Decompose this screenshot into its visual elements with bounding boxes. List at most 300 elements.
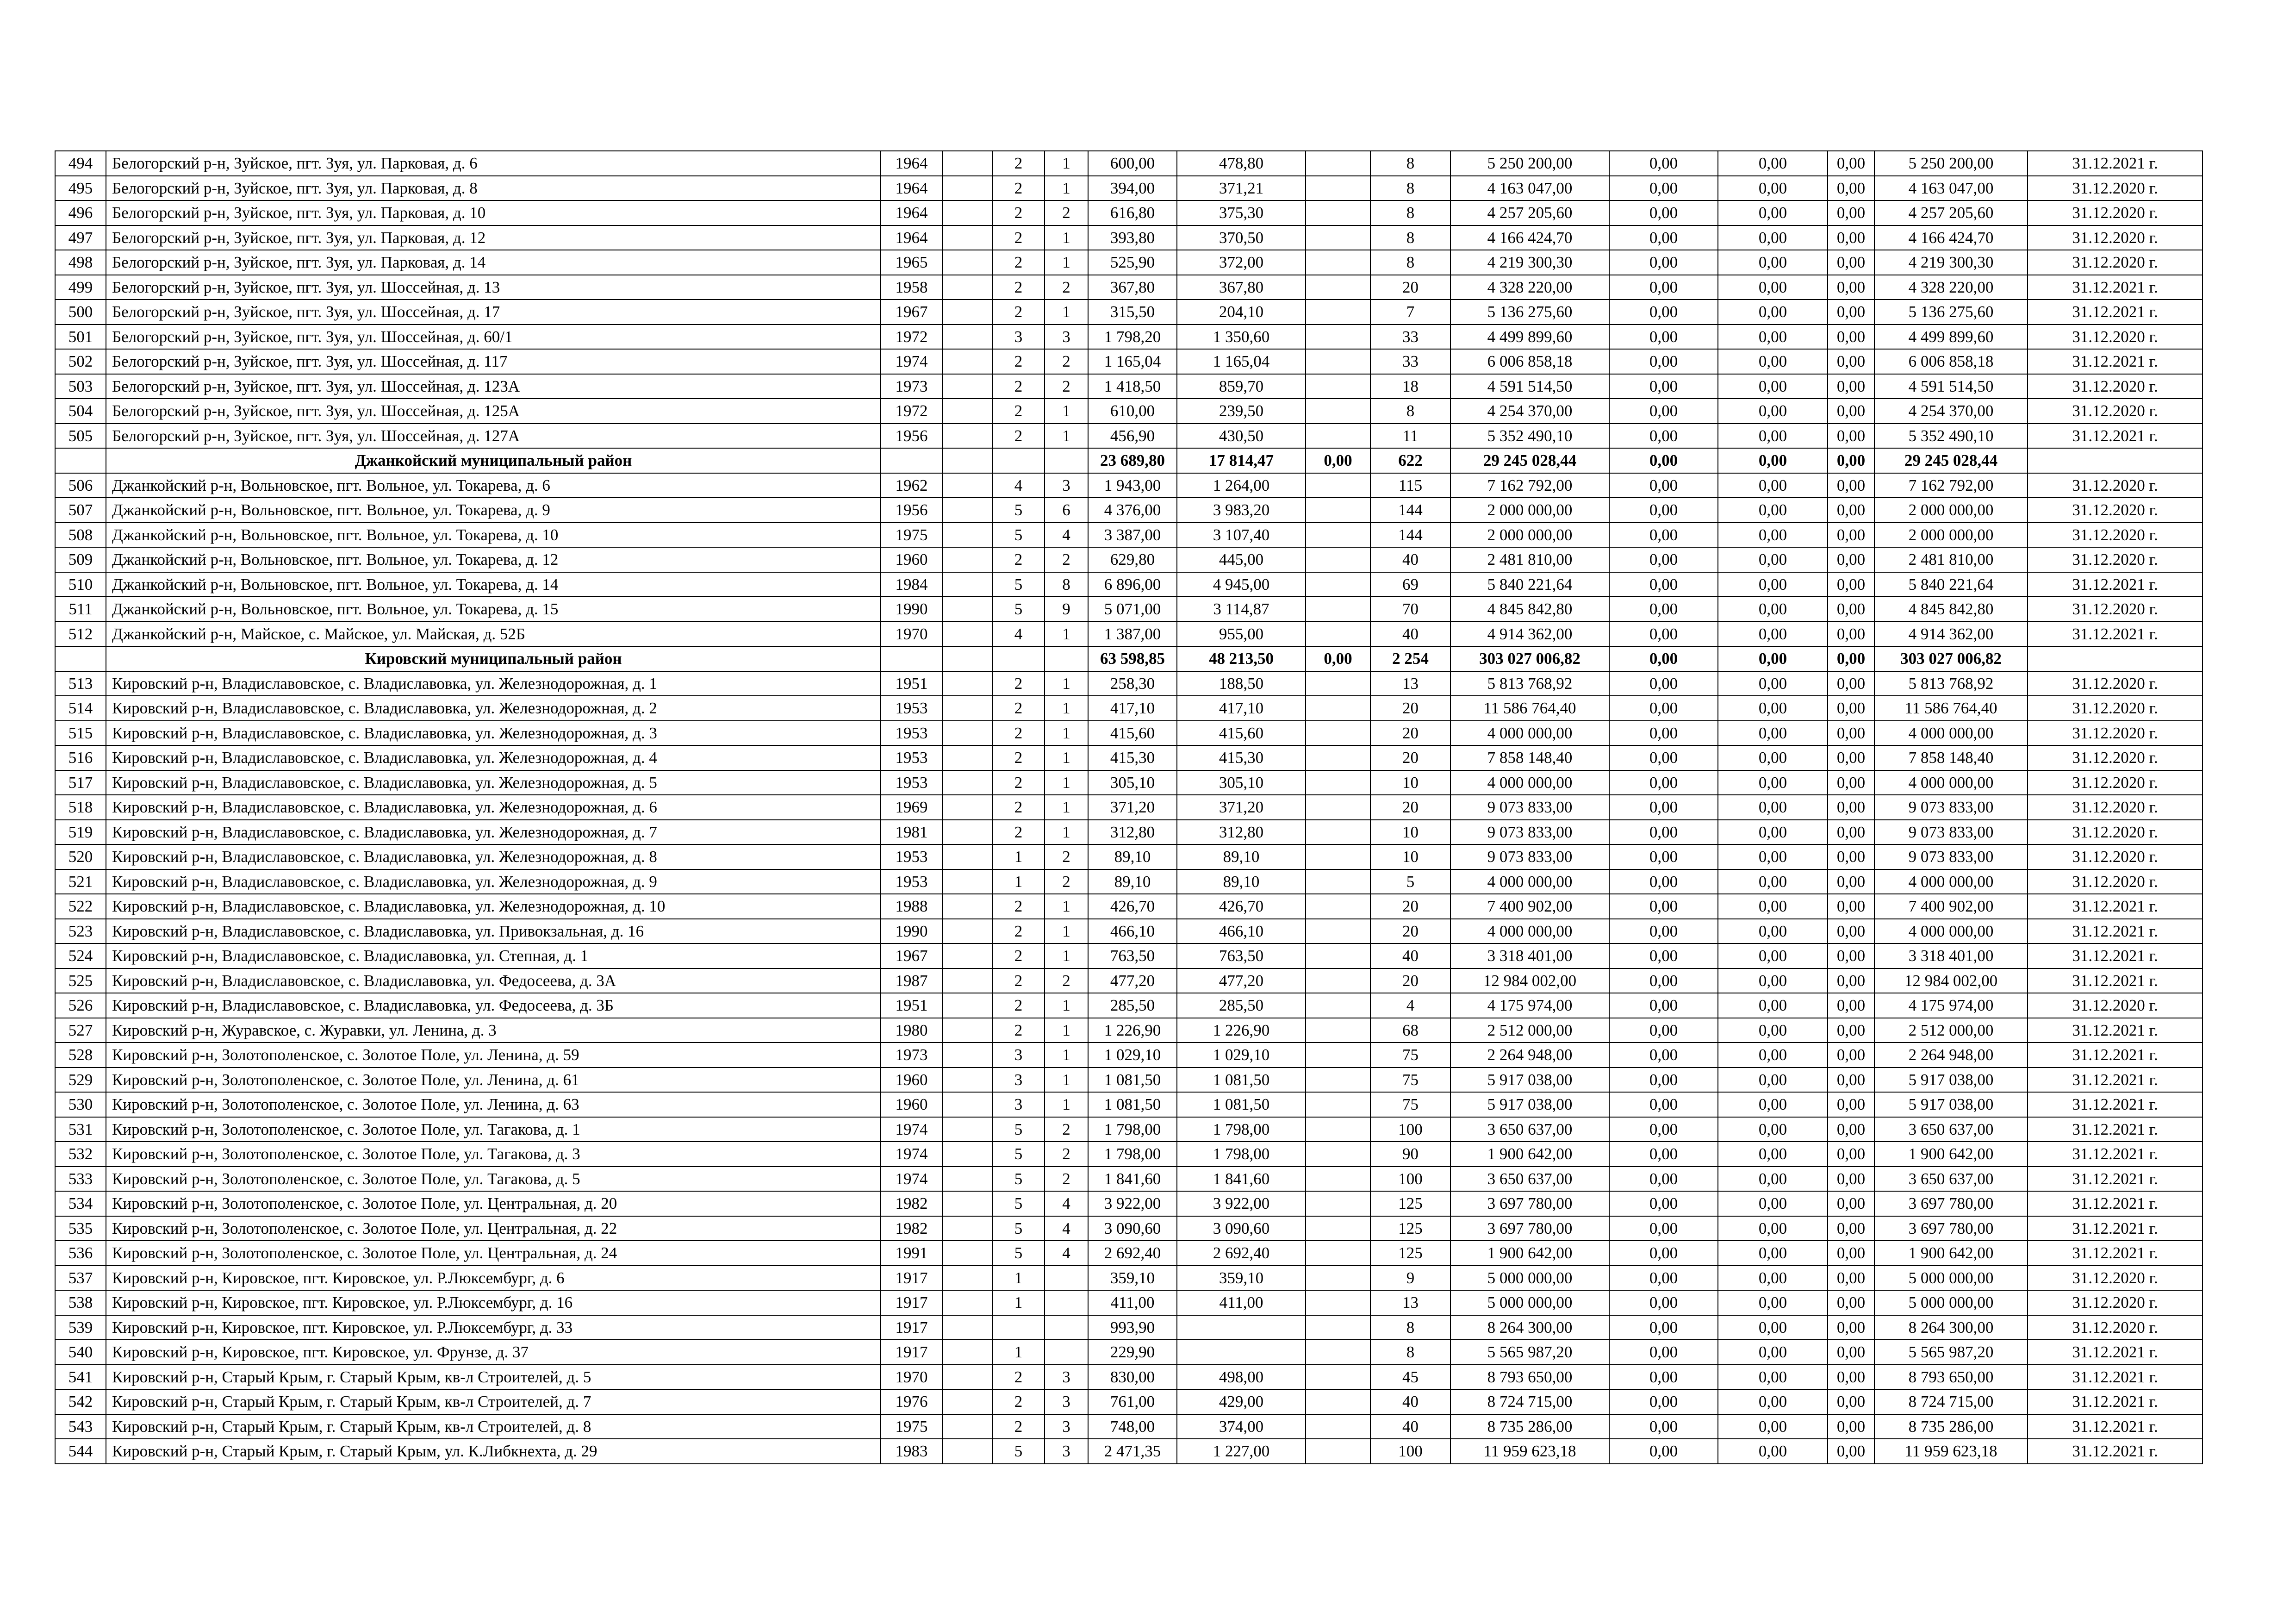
cell-year: 1967 bbox=[881, 300, 942, 325]
cell-year: 1917 bbox=[881, 1290, 942, 1315]
cell-fund4: 4 000 000,00 bbox=[1874, 721, 2028, 746]
cell-cost-total: 9 073 833,00 bbox=[1450, 844, 1609, 869]
cell-year: 1956 bbox=[881, 424, 942, 449]
cell-entrances: 1 bbox=[1045, 770, 1088, 795]
cell-cost-total: 4 499 899,60 bbox=[1450, 325, 1609, 350]
table-row bbox=[55, 1117, 2203, 1142]
cell-num bbox=[55, 448, 106, 473]
cell-address: Джанкойский р-н, Вольновское, пгт. Вольное, ул. Токарева, д. 9 bbox=[106, 498, 881, 523]
cell-c3 bbox=[942, 646, 992, 671]
cell-fund1: 0,00 bbox=[1609, 820, 1718, 845]
cell-residents: 18 bbox=[1370, 374, 1450, 399]
cell-floors: 2 bbox=[992, 770, 1045, 795]
cell-residents: 20 bbox=[1370, 696, 1450, 721]
cell-year: 1990 bbox=[881, 919, 942, 944]
cell-num: 500 bbox=[55, 300, 106, 325]
cell-area-total: 415,30 bbox=[1088, 745, 1177, 770]
cell-entrances: 1 bbox=[1045, 671, 1088, 696]
cell-deadline: 31.12.2021 г. bbox=[2028, 1092, 2203, 1117]
cell-area-living: 411,00 bbox=[1177, 1290, 1306, 1315]
cell-area-total: 229,90 bbox=[1088, 1340, 1177, 1365]
cell-area-total: 1 226,90 bbox=[1088, 1018, 1177, 1043]
cell-fund2: 0,00 bbox=[1718, 671, 1828, 696]
cell-cost-total: 2 264 948,00 bbox=[1450, 1043, 1609, 1068]
cell-fund4: 7 400 902,00 bbox=[1874, 894, 2028, 919]
cell-year: 1976 bbox=[881, 1389, 942, 1414]
cell-cost-total: 8 793 650,00 bbox=[1450, 1365, 1609, 1390]
cell-area-total: 3 090,60 bbox=[1088, 1216, 1177, 1241]
table-row bbox=[55, 993, 2203, 1018]
cell-fund3: 0,00 bbox=[1828, 993, 1874, 1018]
cell-entrances bbox=[1045, 1266, 1088, 1291]
cell-c3 bbox=[942, 894, 992, 919]
cell-floors: 5 bbox=[992, 1241, 1045, 1266]
cell-entrances: 1 bbox=[1045, 1092, 1088, 1117]
subtotal-deadline bbox=[2028, 646, 2203, 671]
cell-fund1: 0,00 bbox=[1609, 1340, 1718, 1365]
cell-fund1: 0,00 bbox=[1609, 325, 1718, 350]
cell-area-living: 1 841,60 bbox=[1177, 1167, 1306, 1192]
cell-fund3: 0,00 bbox=[1828, 1191, 1874, 1216]
cell-year: 1975 bbox=[881, 1414, 942, 1439]
cell-num: 519 bbox=[55, 820, 106, 845]
cell-deadline: 31.12.2021 г. bbox=[2028, 1365, 2203, 1390]
cell-c8 bbox=[1306, 225, 1370, 250]
cell-num: 516 bbox=[55, 745, 106, 770]
cell-deadline: 31.12.2021 г. bbox=[2028, 968, 2203, 993]
cell-c3 bbox=[942, 919, 992, 944]
cell-area-living: 445,00 bbox=[1177, 547, 1306, 572]
cell-year: 1982 bbox=[881, 1216, 942, 1241]
subtotal-cost-total: 303 027 006,82 bbox=[1450, 646, 1609, 671]
table-row bbox=[55, 919, 2203, 944]
cell-floors: 3 bbox=[992, 1068, 1045, 1093]
cell-area-living: 1 226,90 bbox=[1177, 1018, 1306, 1043]
cell-c8 bbox=[1306, 1043, 1370, 1068]
cell-deadline: 31.12.2020 г. bbox=[2028, 993, 2203, 1018]
cell-residents: 33 bbox=[1370, 325, 1450, 350]
cell-fund1: 0,00 bbox=[1609, 547, 1718, 572]
cell-num: 544 bbox=[55, 1439, 106, 1464]
cell-entrances: 2 bbox=[1045, 968, 1088, 993]
cell-entrances: 3 bbox=[1045, 1365, 1088, 1390]
cell-floors: 2 bbox=[992, 349, 1045, 374]
cell-num: 495 bbox=[55, 176, 106, 201]
cell-fund2: 0,00 bbox=[1718, 424, 1828, 449]
cell-fund1: 0,00 bbox=[1609, 523, 1718, 548]
cell-c8 bbox=[1306, 1315, 1370, 1340]
table-row bbox=[55, 820, 2203, 845]
cell-floors: 2 bbox=[992, 919, 1045, 944]
cell-fund2: 0,00 bbox=[1718, 275, 1828, 300]
cell-cost-total: 4 000 000,00 bbox=[1450, 721, 1609, 746]
cell-cost-total: 8 735 286,00 bbox=[1450, 1414, 1609, 1439]
cell-c8 bbox=[1306, 1365, 1370, 1390]
table-row bbox=[55, 275, 2203, 300]
cell-fund2: 0,00 bbox=[1718, 1043, 1828, 1068]
cell-area-total: 466,10 bbox=[1088, 919, 1177, 944]
cell-fund1: 0,00 bbox=[1609, 399, 1718, 424]
cell-c3 bbox=[942, 300, 992, 325]
table-row bbox=[55, 424, 2203, 449]
cell-fund3: 0,00 bbox=[1828, 399, 1874, 424]
cell-cost-total: 2 512 000,00 bbox=[1450, 1018, 1609, 1043]
cell-fund4: 8 724 715,00 bbox=[1874, 1389, 2028, 1414]
table-row bbox=[55, 225, 2203, 250]
cell-address: Белогорский р-н, Зуйское, пгт. Зуя, ул. Парковая, д. 8 bbox=[106, 176, 881, 201]
cell-fund1: 0,00 bbox=[1609, 250, 1718, 275]
cell-fund1: 0,00 bbox=[1609, 473, 1718, 498]
table-row bbox=[55, 1414, 2203, 1439]
cell-fund1: 0,00 bbox=[1609, 300, 1718, 325]
cell-address: Кировский р-н, Владиславовское, с. Владиславовка, ул. Железнодорожная, д. 1 bbox=[106, 671, 881, 696]
cell-floors: 2 bbox=[992, 200, 1045, 225]
cell-year: 1974 bbox=[881, 1117, 942, 1142]
cell-area-total: 525,90 bbox=[1088, 250, 1177, 275]
cell-num: 542 bbox=[55, 1389, 106, 1414]
cell-fund4: 9 073 833,00 bbox=[1874, 820, 2028, 845]
cell-residents: 20 bbox=[1370, 919, 1450, 944]
cell-deadline: 31.12.2021 г. bbox=[2028, 1068, 2203, 1093]
cell-cost-total: 5 840 221,64 bbox=[1450, 572, 1609, 597]
cell-address: Джанкойский р-н, Вольновское, пгт. Вольное, ул. Токарева, д. 10 bbox=[106, 523, 881, 548]
cell-entrances: 1 bbox=[1045, 820, 1088, 845]
cell-c3 bbox=[942, 1092, 992, 1117]
cell-c3 bbox=[942, 1414, 992, 1439]
cell-residents: 75 bbox=[1370, 1068, 1450, 1093]
cell-c8 bbox=[1306, 1167, 1370, 1192]
cell-floors: 2 bbox=[992, 176, 1045, 201]
cell-fund3: 0,00 bbox=[1828, 151, 1874, 176]
cell-c8 bbox=[1306, 200, 1370, 225]
cell-num: 536 bbox=[55, 1241, 106, 1266]
cell-cost-total: 6 006 858,18 bbox=[1450, 349, 1609, 374]
cell-fund4: 7 858 148,40 bbox=[1874, 745, 2028, 770]
cell-address: Кировский р-н, Золотополенское, с. Золотое Поле, ул. Тагакова, д. 1 bbox=[106, 1117, 881, 1142]
cell-fund3: 0,00 bbox=[1828, 498, 1874, 523]
district-subtotal-row bbox=[55, 448, 2203, 473]
cell-c3 bbox=[942, 943, 992, 968]
cell-fund1: 0,00 bbox=[1609, 176, 1718, 201]
cell-floors: 2 bbox=[992, 374, 1045, 399]
cell-entrances: 1 bbox=[1045, 399, 1088, 424]
cell-c3 bbox=[942, 1439, 992, 1464]
cell-fund4: 4 000 000,00 bbox=[1874, 770, 2028, 795]
cell-entrances: 1 bbox=[1045, 1018, 1088, 1043]
cell-area-living: 430,50 bbox=[1177, 424, 1306, 449]
cell-fund4: 4 000 000,00 bbox=[1874, 869, 2028, 894]
cell-floors: 2 bbox=[992, 745, 1045, 770]
cell-address: Кировский р-н, Владиславовское, с. Владиславовка, ул. Железнодорожная, д. 10 bbox=[106, 894, 881, 919]
cell-num: 538 bbox=[55, 1290, 106, 1315]
cell-address: Белогорский р-н, Зуйское, пгт. Зуя, ул. Шоссейная, д. 17 bbox=[106, 300, 881, 325]
table-row bbox=[55, 1167, 2203, 1192]
cell-c8 bbox=[1306, 1389, 1370, 1414]
cell-fund1: 0,00 bbox=[1609, 671, 1718, 696]
cell-entrances: 3 bbox=[1045, 325, 1088, 350]
cell-area-living: 3 107,40 bbox=[1177, 523, 1306, 548]
cell-fund2: 0,00 bbox=[1718, 968, 1828, 993]
cell-fund4: 8 264 300,00 bbox=[1874, 1315, 2028, 1340]
cell-year bbox=[881, 646, 942, 671]
cell-entrances: 2 bbox=[1045, 869, 1088, 894]
cell-cost-total: 1 900 642,00 bbox=[1450, 1241, 1609, 1266]
cell-num: 514 bbox=[55, 696, 106, 721]
cell-fund3: 0,00 bbox=[1828, 869, 1874, 894]
cell-fund1: 0,00 bbox=[1609, 1365, 1718, 1390]
cell-entrances: 1 bbox=[1045, 993, 1088, 1018]
cell-num: 525 bbox=[55, 968, 106, 993]
cell-year: 1917 bbox=[881, 1315, 942, 1340]
subtotal-residents: 2 254 bbox=[1370, 646, 1450, 671]
cell-cost-total: 5 136 275,60 bbox=[1450, 300, 1609, 325]
cell-deadline: 31.12.2021 г. bbox=[2028, 1167, 2203, 1192]
cell-area-total: 285,50 bbox=[1088, 993, 1177, 1018]
table-row bbox=[55, 1142, 2203, 1167]
cell-area-living: 239,50 bbox=[1177, 399, 1306, 424]
cell-cost-total: 4 163 047,00 bbox=[1450, 176, 1609, 201]
cell-floors bbox=[992, 646, 1045, 671]
cell-residents: 45 bbox=[1370, 1365, 1450, 1390]
cell-c8 bbox=[1306, 1191, 1370, 1216]
subtotal-cost-total: 29 245 028,44 bbox=[1450, 448, 1609, 473]
cell-year: 1962 bbox=[881, 473, 942, 498]
cell-residents: 125 bbox=[1370, 1216, 1450, 1241]
cell-num: 517 bbox=[55, 770, 106, 795]
cell-fund1: 0,00 bbox=[1609, 1167, 1718, 1192]
cell-year: 1974 bbox=[881, 349, 942, 374]
cell-entrances: 3 bbox=[1045, 1439, 1088, 1464]
cell-residents: 8 bbox=[1370, 399, 1450, 424]
table-row bbox=[55, 1092, 2203, 1117]
cell-entrances: 2 bbox=[1045, 1167, 1088, 1192]
cell-deadline: 31.12.2021 г. bbox=[2028, 919, 2203, 944]
cell-floors: 2 bbox=[992, 993, 1045, 1018]
cell-num: 539 bbox=[55, 1315, 106, 1340]
cell-fund3: 0,00 bbox=[1828, 176, 1874, 201]
cell-residents: 144 bbox=[1370, 523, 1450, 548]
cell-floors: 2 bbox=[992, 671, 1045, 696]
cell-fund4: 5 917 038,00 bbox=[1874, 1068, 2028, 1093]
subtotal-residents: 622 bbox=[1370, 448, 1450, 473]
cell-fund4: 4 175 974,00 bbox=[1874, 993, 2028, 1018]
cell-address: Кировский р-н, Старый Крым, г. Старый Крым, кв-л Строителей, д. 8 bbox=[106, 1414, 881, 1439]
cell-area-living: 371,21 bbox=[1177, 176, 1306, 201]
cell-floors: 5 bbox=[992, 597, 1045, 622]
cell-num: 530 bbox=[55, 1092, 106, 1117]
cell-year: 1958 bbox=[881, 275, 942, 300]
cell-fund3: 0,00 bbox=[1828, 671, 1874, 696]
cell-fund4: 9 073 833,00 bbox=[1874, 795, 2028, 820]
cell-fund1: 0,00 bbox=[1609, 498, 1718, 523]
cell-cost-total: 5 917 038,00 bbox=[1450, 1092, 1609, 1117]
cell-c3 bbox=[942, 151, 992, 176]
cell-num: 506 bbox=[55, 473, 106, 498]
table-row bbox=[55, 374, 2203, 399]
cell-fund4: 2 000 000,00 bbox=[1874, 523, 2028, 548]
cell-area-living bbox=[1177, 1315, 1306, 1340]
cell-entrances: 2 bbox=[1045, 844, 1088, 869]
cell-year: 1972 bbox=[881, 325, 942, 350]
cell-num: 504 bbox=[55, 399, 106, 424]
cell-c8 bbox=[1306, 943, 1370, 968]
cell-c3 bbox=[942, 622, 992, 647]
subtotal-fund4: 29 245 028,44 bbox=[1874, 448, 2028, 473]
cell-fund2: 0,00 bbox=[1718, 1340, 1828, 1365]
cell-num: 496 bbox=[55, 200, 106, 225]
cell-fund3: 0,00 bbox=[1828, 1043, 1874, 1068]
cell-deadline: 31.12.2021 г. bbox=[2028, 1018, 2203, 1043]
cell-deadline: 31.12.2021 г. bbox=[2028, 894, 2203, 919]
cell-c8 bbox=[1306, 1216, 1370, 1241]
cell-residents: 40 bbox=[1370, 547, 1450, 572]
cell-fund1: 0,00 bbox=[1609, 943, 1718, 968]
cell-fund3: 0,00 bbox=[1828, 919, 1874, 944]
cell-residents: 11 bbox=[1370, 424, 1450, 449]
cell-c3 bbox=[942, 745, 992, 770]
cell-num: 499 bbox=[55, 275, 106, 300]
cell-c8 bbox=[1306, 300, 1370, 325]
cell-year: 1964 bbox=[881, 200, 942, 225]
cell-area-living: 3 114,87 bbox=[1177, 597, 1306, 622]
cell-fund3: 0,00 bbox=[1828, 943, 1874, 968]
cell-cost-total: 4 000 000,00 bbox=[1450, 869, 1609, 894]
cell-area-living: 375,30 bbox=[1177, 200, 1306, 225]
cell-fund1: 0,00 bbox=[1609, 1290, 1718, 1315]
cell-residents: 9 bbox=[1370, 1266, 1450, 1291]
cell-cost-total: 2 481 810,00 bbox=[1450, 547, 1609, 572]
cell-fund2: 0,00 bbox=[1718, 721, 1828, 746]
cell-deadline: 31.12.2021 г. bbox=[2028, 1241, 2203, 1266]
table-row bbox=[55, 349, 2203, 374]
cell-fund4: 3 697 780,00 bbox=[1874, 1191, 2028, 1216]
cell-fund3: 0,00 bbox=[1828, 275, 1874, 300]
cell-fund1: 0,00 bbox=[1609, 622, 1718, 647]
cell-c3 bbox=[942, 1216, 992, 1241]
cell-deadline: 31.12.2021 г. bbox=[2028, 1414, 2203, 1439]
cell-fund2: 0,00 bbox=[1718, 1191, 1828, 1216]
cell-address: Кировский р-н, Золотополенское, с. Золотое Поле, ул. Центральная, д. 20 bbox=[106, 1191, 881, 1216]
cell-floors: 2 bbox=[992, 275, 1045, 300]
cell-year: 1975 bbox=[881, 523, 942, 548]
cell-fund4: 2 000 000,00 bbox=[1874, 498, 2028, 523]
cell-num: 528 bbox=[55, 1043, 106, 1068]
cell-fund2: 0,00 bbox=[1718, 1414, 1828, 1439]
table-row bbox=[55, 968, 2203, 993]
cell-fund2: 0,00 bbox=[1718, 572, 1828, 597]
cell-fund1: 0,00 bbox=[1609, 1315, 1718, 1340]
cell-floors: 5 bbox=[992, 1439, 1045, 1464]
cell-entrances: 2 bbox=[1045, 374, 1088, 399]
cell-address: Кировский р-н, Старый Крым, г. Старый Крым, кв-л Строителей, д. 7 bbox=[106, 1389, 881, 1414]
cell-fund4: 4 591 514,50 bbox=[1874, 374, 2028, 399]
cell-fund4: 2 264 948,00 bbox=[1874, 1043, 2028, 1068]
cell-residents: 20 bbox=[1370, 275, 1450, 300]
cell-address: Джанкойский р-н, Вольновское, пгт. Вольное, ул. Токарева, д. 15 bbox=[106, 597, 881, 622]
cell-c3 bbox=[942, 696, 992, 721]
cell-floors: 5 bbox=[992, 1216, 1045, 1241]
cell-residents: 40 bbox=[1370, 1414, 1450, 1439]
cell-year: 1991 bbox=[881, 1241, 942, 1266]
cell-area-total: 1 841,60 bbox=[1088, 1167, 1177, 1192]
cell-fund3: 0,00 bbox=[1828, 349, 1874, 374]
cell-fund4: 5 136 275,60 bbox=[1874, 300, 2028, 325]
cell-deadline: 31.12.2020 г. bbox=[2028, 200, 2203, 225]
cell-year: 1964 bbox=[881, 176, 942, 201]
cell-fund1: 0,00 bbox=[1609, 696, 1718, 721]
cell-c3 bbox=[942, 721, 992, 746]
cell-fund3: 0,00 bbox=[1828, 1365, 1874, 1390]
cell-entrances: 2 bbox=[1045, 275, 1088, 300]
cell-fund2: 0,00 bbox=[1718, 919, 1828, 944]
cell-area-total: 1 029,10 bbox=[1088, 1043, 1177, 1068]
cell-fund2: 0,00 bbox=[1718, 1142, 1828, 1167]
cell-c8 bbox=[1306, 894, 1370, 919]
cell-deadline: 31.12.2020 г. bbox=[2028, 1266, 2203, 1291]
table-row bbox=[55, 1018, 2203, 1043]
cell-num: 503 bbox=[55, 374, 106, 399]
cell-area-total: 3 922,00 bbox=[1088, 1191, 1177, 1216]
cell-year: 1967 bbox=[881, 943, 942, 968]
cell-area-living: 3 922,00 bbox=[1177, 1191, 1306, 1216]
cell-entrances: 1 bbox=[1045, 745, 1088, 770]
cell-c3 bbox=[942, 523, 992, 548]
cell-address: Кировский р-н, Владиславовское, с. Владиславовка, ул. Железнодорожная, д. 2 bbox=[106, 696, 881, 721]
cell-area-living: 3 983,20 bbox=[1177, 498, 1306, 523]
cell-c3 bbox=[942, 1389, 992, 1414]
cell-address: Белогорский р-н, Зуйское, пгт. Зуя, ул. Шоссейная, д. 13 bbox=[106, 275, 881, 300]
cell-area-living: 1 081,50 bbox=[1177, 1068, 1306, 1093]
cell-deadline: 31.12.2021 г. bbox=[2028, 151, 2203, 176]
cell-deadline: 31.12.2020 г. bbox=[2028, 225, 2203, 250]
cell-floors: 5 bbox=[992, 1191, 1045, 1216]
cell-entrances: 1 bbox=[1045, 943, 1088, 968]
cell-fund3: 0,00 bbox=[1828, 325, 1874, 350]
table-row bbox=[55, 844, 2203, 869]
cell-deadline: 31.12.2021 г. bbox=[2028, 349, 2203, 374]
cell-fund4: 5 565 987,20 bbox=[1874, 1340, 2028, 1365]
cell-fund2: 0,00 bbox=[1718, 1389, 1828, 1414]
cell-c3 bbox=[942, 597, 992, 622]
cell-num: 541 bbox=[55, 1365, 106, 1390]
cell-address: Белогорский р-н, Зуйское, пгт. Зуя, ул. Шоссейная, д. 60/1 bbox=[106, 325, 881, 350]
cell-num: 526 bbox=[55, 993, 106, 1018]
cell-floors: 2 bbox=[992, 250, 1045, 275]
cell-residents: 125 bbox=[1370, 1241, 1450, 1266]
cell-fund1: 0,00 bbox=[1609, 374, 1718, 399]
cell-area-total: 761,00 bbox=[1088, 1389, 1177, 1414]
cell-area-living: 4 945,00 bbox=[1177, 572, 1306, 597]
cell-residents: 7 bbox=[1370, 300, 1450, 325]
cell-residents: 8 bbox=[1370, 200, 1450, 225]
cell-area-living: 417,10 bbox=[1177, 696, 1306, 721]
table-row bbox=[55, 1290, 2203, 1315]
cell-c8 bbox=[1306, 795, 1370, 820]
cell-area-total: 89,10 bbox=[1088, 844, 1177, 869]
cell-floors: 3 bbox=[992, 1092, 1045, 1117]
cell-fund1: 0,00 bbox=[1609, 349, 1718, 374]
cell-cost-total: 5 000 000,00 bbox=[1450, 1290, 1609, 1315]
subtotal-deadline bbox=[2028, 448, 2203, 473]
cell-area-total: 4 376,00 bbox=[1088, 498, 1177, 523]
cell-num bbox=[55, 646, 106, 671]
cell-c3 bbox=[942, 225, 992, 250]
table-row bbox=[55, 721, 2203, 746]
table-row bbox=[55, 622, 2203, 647]
cell-deadline: 31.12.2021 г. bbox=[2028, 943, 2203, 968]
cell-deadline: 31.12.2021 г. bbox=[2028, 622, 2203, 647]
cell-c3 bbox=[942, 1167, 992, 1192]
